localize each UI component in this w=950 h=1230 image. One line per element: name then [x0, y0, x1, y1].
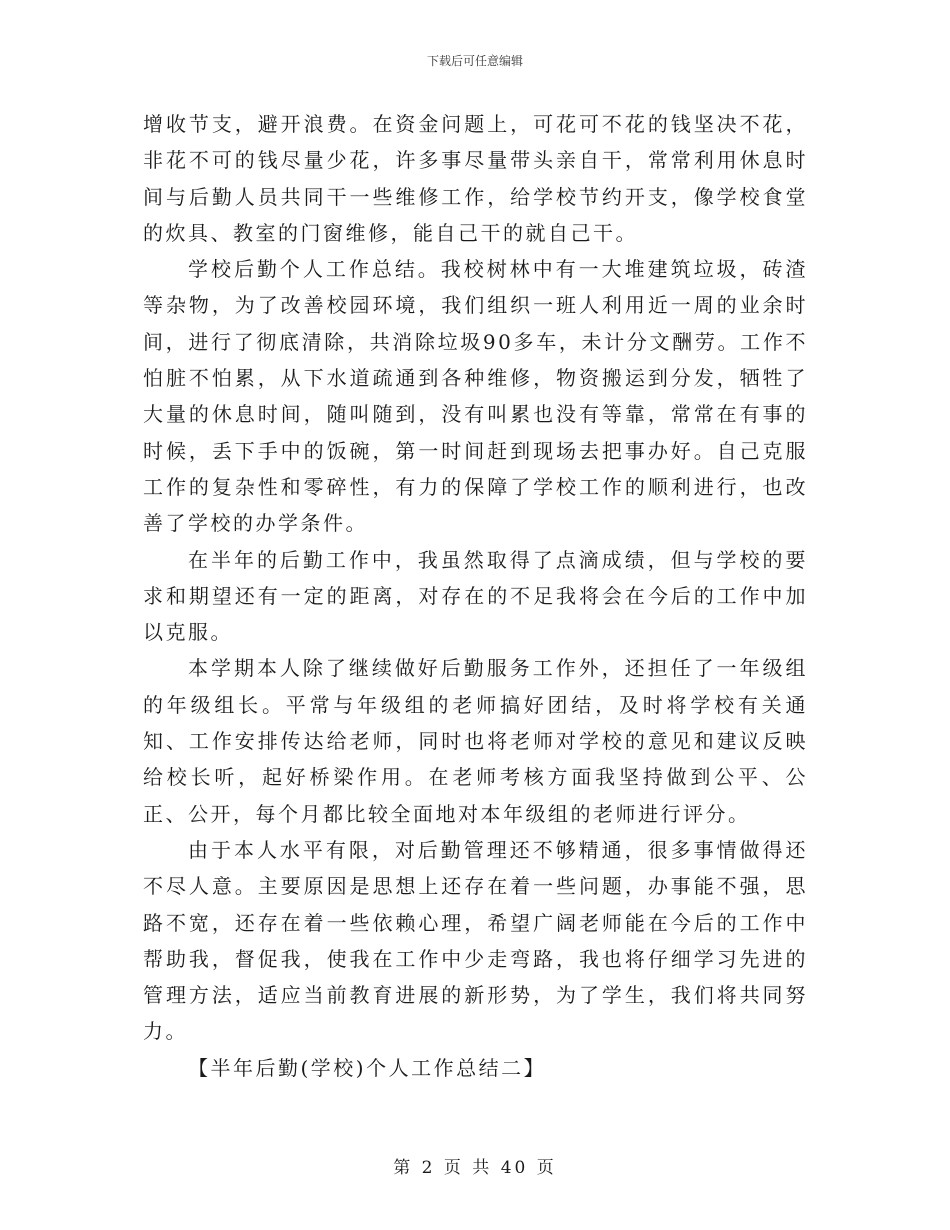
- page-number: 第 2 页 共 40 页: [393, 1158, 557, 1178]
- section-heading: 【半年后勤(学校)个人工作总结二】: [188, 1055, 547, 1080]
- paragraph-5: 由于本人水平有限，对后勤管理还不够精通，很多事情做得还不尽人意。主要原因是思想上还存在着一些问题，办事能不强，思路不宽，还存在着一些依赖心理，希望广阔老师能在今后的工作中帮助我，督促我，使我在工作中少走弯路，我也将仔细学习先进的管理方法，适应当前教育进展的新形势，为了学生，我们将共同努力。: [143, 837, 808, 1044]
- paragraph-2: 学校后勤个人工作总结。我校树林中有一大堆建筑垃圾，砖渣等杂物，为了改善校园环境，我们组织一班人利用近一周的业余时间，进行了彻底清除，共消除垃圾90多车，未计分文酬劳。工作不怕脏不怕累，从下水道疏通到各种维修，物资搬运到分发，牺牲了大量的休息时间，随叫随到，没有叫累也没有等靠，常常在有事的时候，丢下手中的饭碗，第一时间赶到现场去把事办好。自己克服工作的复杂性和零碎性，有力的保障了学校工作的顺利进行，也改善了学校的办学条件。: [143, 257, 808, 536]
- page-header: 下载后可任意编辑: [426, 54, 523, 68]
- document-body: [143, 106, 808, 1086]
- paragraph-3: 在半年的后勤工作中，我虽然取得了点滴成绩，但与学校的要求和期望还有一定的距离，对存在的不足我将会在今后的工作中加以克服。: [143, 547, 808, 645]
- paragraph-1: 增收节支，避开浪费。在资金问题上，可花可不花的钱坚决不花，非花不可的钱尽量少花，许多事尽量带头亲自干，常常利用休息时间与后勤人员共同干一些维修工作，给学校节约开支，像学校食堂的炊具、教室的门窗维修，能自己干的就自己干。: [143, 112, 808, 245]
- paragraph-4: 本学期本人除了继续做好后勤服务工作外，还担任了一年级组的年级组长。平常与年级组的老师搞好团结，及时将学校有关通知、工作安排传达给老师，同时也将老师对学校的意见和建议反映给校长听，起好桥梁作用。在老师考核方面我坚持做到公平、公正、公开，每个月都比较全面地对本年级组的老师进行评分。: [143, 656, 808, 826]
